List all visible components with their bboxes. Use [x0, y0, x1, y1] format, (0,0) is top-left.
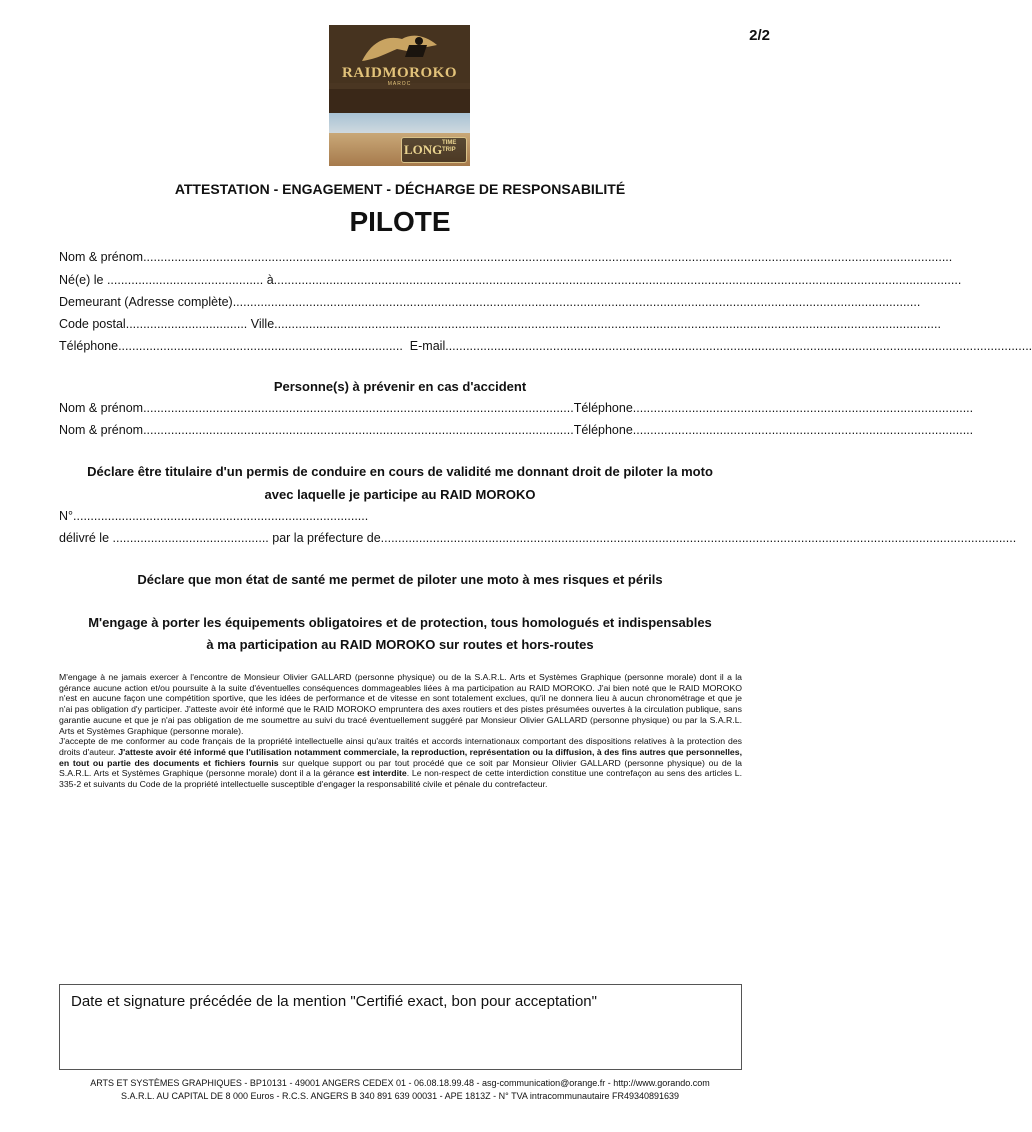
license-declaration-line1: Déclare être titulaire d'un permis de conduire en cours de validité me donnant droit de piloter la moto [87, 464, 713, 479]
health-declaration: Déclare que mon état de santé me permet de piloter une moto à mes risques et périls [137, 572, 663, 587]
long-time-trip-badge: LONG TIME TRIP [401, 137, 467, 163]
page-number: 2/2 [749, 27, 770, 44]
page-title: PILOTE [349, 206, 451, 237]
footer-line-2: S.A.R.L. AU CAPITAL DE 8 000 Euros - R.C.S. ANGERS B 340 891 639 00031 - APE 1813Z - N° TVA intracommunautaire FR49340891639 [120, 1091, 680, 1101]
phone-email-field[interactable]: Téléphone.................................................................................. E-mail......................................................................................................................................................................... [59, 339, 1032, 353]
intellectual-property-paragraph: J'accepte de me conformer au code français de la propriété intellectuelle ainsi qu'aux traités et accords internationaux comportant des dispositions relatives à la protection des droits d'auteur. J'atteste avoir été informé que l'utilisation notamment commerciale, la reproduction, représentation ou la diffusion, à des fins autres que personnelles, en tout ou partie des documents et fichiers fournis sur quelque support ou par tout procédé que ce soit par Monsieur Olivier GALLARD (personne physique) ou de la S.A.R.L. Arts et Systèmes Graphique (personne morale) dont il a la gérance est interdite. Le non-respect de cette interdiction constitue une contrefaçon au sens des articles L. 335-2 et suivants du Code de la propriété intellectuelle susceptible d'engager la responsabilité civile et pénale du contrefacteur. [59, 736, 743, 790]
name-field[interactable]: Nom & prénom......................................................................................................................................................................................................................................... [59, 250, 953, 264]
liability-paragraph: M'engage à ne jamais exercer à l'encontre de Monsieur Olivier GALLARD (personne physique) ou de la S.A.R.L. Arts et Systèmes Graphique (personne morale) dont il a la gérance aucune action et/ou poursuite à la suite d'éventuelles conséquences dommageables liées à ma participation au RAID MOROKO. J'ai bien noté que le RAID MOROKO n'est en aucune façon une compétition sportive, que les idées de performance et de vitesse en sont totalement exclues, qu'il ne donnera lieu à aucun chronométrage et que je n'ai pas obligation d'y participer. J'atteste avoir été informé que le RAID MOROKO empruntera des axes routiers et des pistes présumées ouvertes à la circulation publique, sans garantie aucune et que je n'ai pas obligation de me soumettre au suivi du tracé éventuellement suggéré par Monsieur Olivier GALLARD (personne physique) ou par la S.A.R.L. Arts et Systèmes Graphique (personne morale). [59, 672, 742, 736]
rider-silhouette-icon [357, 31, 443, 65]
signature-box[interactable] [59, 984, 742, 1070]
emergency-contact-2[interactable]: Nom & prénom............................................................................................................................Téléphone.................................................................................................. [59, 423, 974, 437]
footer-line-1: ARTS ET SYSTÈMES GRAPHIQUES - BP10131 - 49001 ANGERS CEDEX 01 - 06.08.18.99.48 - asg-communication@orange.fr - http://www.gorando.com [90, 1078, 710, 1088]
license-number-field[interactable]: N°..................................................................................... [59, 509, 369, 523]
logo-name: RAIDMOROKO [342, 65, 457, 81]
license-issued-field[interactable]: délivré le ............................................. par la préfecture de....................................................................................................................................................................................... [59, 531, 1017, 545]
equipment-commitment-line1: M'engage à porter les équipements obligatoires et de protection, tous homologués et indispensables [88, 615, 712, 630]
emergency-contact-1[interactable]: Nom & prénom............................................................................................................................Téléphone.................................................................................................. [59, 401, 974, 415]
postal-city-field[interactable]: Code postal................................... Ville................................................................................................................................................................................................ [59, 317, 941, 331]
address-field[interactable]: Demeurant (Adresse complète)...................................................................................................................................................................................................... [59, 295, 921, 309]
emergency-heading: Personne(s) à prévenir en cas d'accident [273, 379, 527, 394]
birth-field[interactable]: Né(e) le ............................................. à...................................................................................................................................................................................................... [59, 273, 962, 287]
attestation-heading: ATTESTATION - ENGAGEMENT - DÉCHARGE DE RESPONSABILITÉ [174, 181, 626, 197]
license-declaration-line2: avec laquelle je participe au RAID MOROKO [264, 487, 536, 502]
equipment-commitment-line2: à ma participation au RAID MOROKO sur routes et hors-routes [206, 637, 594, 652]
signature-label: Date et signature précédée de la mention "Certifié exact, bon pour acceptation" [71, 993, 597, 1010]
raid-moroko-logo [329, 25, 470, 166]
liability-text [59, 672, 742, 790]
logo-subtitle: MAROC [387, 81, 412, 87]
